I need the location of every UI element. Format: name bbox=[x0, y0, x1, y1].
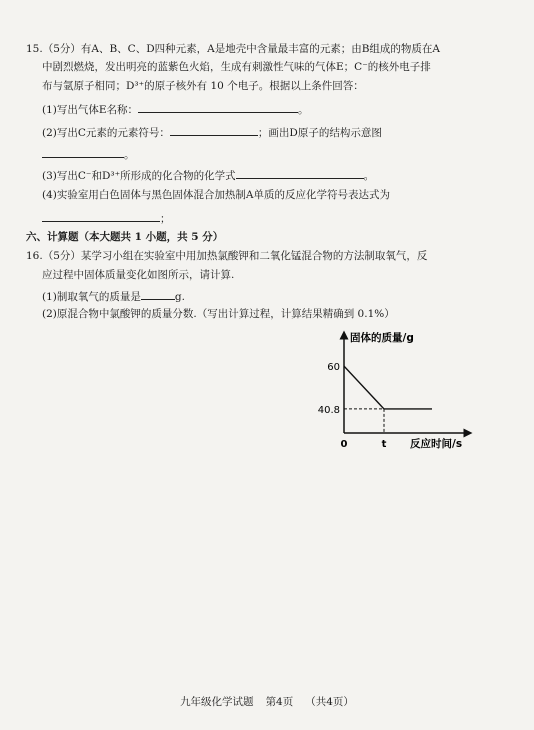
q15-part2-label: (2)写出C元素的元素符号： bbox=[42, 127, 170, 139]
y-tick-label: 40.8 bbox=[317, 404, 340, 416]
q15-intro-line-2: 中剧烈燃烧，发出明亮的蓝紫色火焰，生成有刺激性气味的气体E；C⁻的核外电子排 bbox=[42, 61, 431, 73]
q16-intro-line-2: 应过程中固体质量变化如图所示，请计算. bbox=[42, 269, 235, 281]
x-axis-label: 反应时间/s bbox=[410, 438, 463, 450]
q15-part3-end: 。 bbox=[363, 170, 375, 182]
mass-line bbox=[344, 366, 432, 409]
footer-page: 第4页 bbox=[265, 696, 294, 708]
q15-part1-label: (1)写出气体E名称： bbox=[42, 104, 139, 116]
x-tick-label: 0 bbox=[340, 439, 348, 450]
q15-part2-symbol-blank[interactable] bbox=[170, 124, 258, 136]
y-tick-label: 60 bbox=[327, 362, 340, 374]
footer-total: （共4页） bbox=[305, 696, 354, 708]
q16-part2: (2)原混合物中氯酸钾的质量分数.（写出计算过程，计算结果精确到 0.1%） bbox=[42, 308, 395, 320]
q15-part2 bbox=[42, 124, 382, 140]
q15-part2-end: 。 bbox=[124, 149, 135, 161]
q15-part1 bbox=[42, 101, 309, 117]
q15-part2-mid: ；画出D原子的结构示意图 bbox=[257, 127, 382, 139]
q15-part4: (4)实验室用白色固体与黑色固体混合加热制A单质的反应化学符号表达式为 bbox=[42, 189, 390, 201]
q15-part3-answer-blank[interactable] bbox=[236, 167, 364, 179]
q15-intro-line-3: 布与氩原子相同；D³⁺的原子核外有 10 个电子。根据以上条件回答： bbox=[42, 80, 364, 92]
footer-title: 九年级化学试题 bbox=[180, 696, 254, 708]
q15-part4-line2 bbox=[42, 210, 171, 226]
q15-part1-answer-blank[interactable] bbox=[138, 101, 298, 113]
q15-part4-answer-blank[interactable] bbox=[42, 210, 160, 222]
q15-part4-end: ； bbox=[160, 213, 171, 225]
q16-part1-label: (1)制取氧气的质量是 bbox=[42, 291, 141, 303]
q15-part3-label: (3)写出C⁻和D³⁺所形成的化合物的化学式 bbox=[42, 170, 236, 182]
q16-intro-line-1: 16.（5分）某学习小组在实验室中用加热氯酸钾和二氧化锰混合物的方法制取氧气，反 bbox=[26, 250, 428, 262]
q15-part1-end: 。 bbox=[298, 104, 309, 116]
x-tick-label: t bbox=[381, 439, 387, 450]
q16-part1-unit: g. bbox=[174, 291, 185, 303]
section6-title: 六、计算题（本大题共 1 小题，共 5 分） bbox=[26, 231, 224, 243]
mass-time-chart bbox=[300, 325, 510, 455]
q15-intro-line-1: 15.（5分）有A、B、C、D四种元素，A是地壳中含量最丰富的元素；由B组成的物质在A bbox=[26, 43, 441, 55]
y-axis-label: 固体的质量/g bbox=[350, 332, 414, 344]
q16-part1 bbox=[42, 288, 185, 304]
page-footer bbox=[0, 694, 534, 709]
q15-part2-line2 bbox=[42, 146, 135, 162]
q15-part2-diagram-blank[interactable] bbox=[42, 146, 124, 158]
q16-part1-answer-blank[interactable] bbox=[141, 288, 175, 300]
q15-part3 bbox=[42, 167, 374, 183]
